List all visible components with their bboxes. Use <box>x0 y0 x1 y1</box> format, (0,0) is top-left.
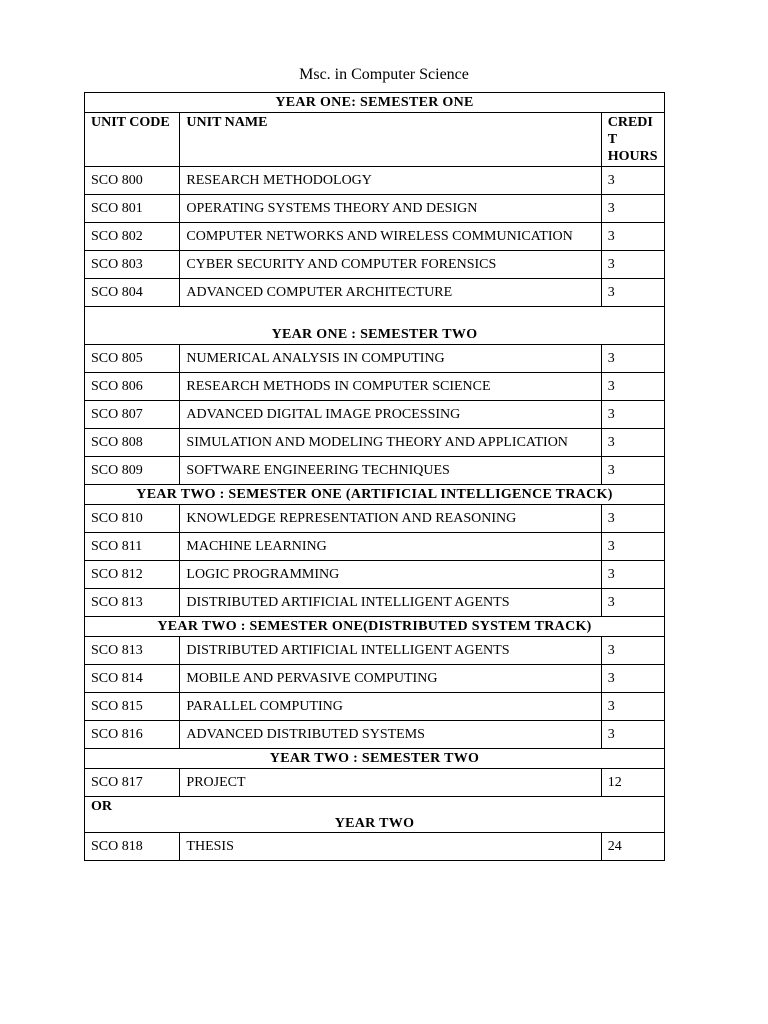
credit-hours-cell: 12 <box>601 769 664 797</box>
unit-code-cell: SCO 806 <box>85 373 180 401</box>
unit-code-cell: SCO 803 <box>85 251 180 279</box>
unit-code-cell: SCO 807 <box>85 401 180 429</box>
unit-name-cell: LOGIC PROGRAMMING <box>180 561 601 589</box>
unit-code-cell: SCO 815 <box>85 693 180 721</box>
unit-code-cell: SCO 801 <box>85 195 180 223</box>
credit-hours-cell: 24 <box>601 833 664 861</box>
credit-hours-cell: 3 <box>601 457 664 485</box>
credit-hours-cell: 3 <box>601 279 664 307</box>
unit-name-cell: SIMULATION AND MODELING THEORY AND APPLICATION <box>180 429 601 457</box>
credit-hours-cell: 3 <box>601 251 664 279</box>
course-row <box>85 223 665 251</box>
unit-code-cell: SCO 813 <box>85 589 180 617</box>
section-row <box>85 93 665 113</box>
unit-name-cell: OPERATING SYSTEMS THEORY AND DESIGN <box>180 195 601 223</box>
column-header-unit-code: UNIT CODE <box>85 113 180 167</box>
unit-code-cell: SCO 811 <box>85 533 180 561</box>
course-table <box>84 92 665 861</box>
unit-code-cell: SCO 812 <box>85 561 180 589</box>
course-row <box>85 373 665 401</box>
column-header-credit-hours: CREDIT HOURS <box>601 113 664 167</box>
alternative-row <box>85 797 665 833</box>
course-row <box>85 769 665 797</box>
section-heading: YEAR ONE: SEMESTER ONE <box>85 93 665 113</box>
column-header-unit-name: UNIT NAME <box>180 113 601 167</box>
unit-name-cell: THESIS <box>180 833 601 861</box>
unit-code-cell: SCO 802 <box>85 223 180 251</box>
credit-hours-cell: 3 <box>601 345 664 373</box>
section-heading: YEAR TWO : SEMESTER ONE(DISTRIBUTED SYSTEM TRACK) <box>85 617 665 637</box>
course-row <box>85 665 665 693</box>
credit-hours-cell: 3 <box>601 167 664 195</box>
course-row <box>85 693 665 721</box>
unit-name-cell: DISTRIBUTED ARTIFICIAL INTELLIGENT AGENTS <box>180 637 601 665</box>
credit-hours-cell: 3 <box>601 637 664 665</box>
credit-hours-cell: 3 <box>601 429 664 457</box>
unit-code-cell: SCO 816 <box>85 721 180 749</box>
unit-code-cell: SCO 818 <box>85 833 180 861</box>
section-heading: YEAR TWO : SEMESTER TWO <box>85 749 665 769</box>
unit-code-cell: SCO 809 <box>85 457 180 485</box>
unit-code-cell: SCO 817 <box>85 769 180 797</box>
course-row <box>85 167 665 195</box>
course-row <box>85 401 665 429</box>
credit-hours-cell: 3 <box>601 505 664 533</box>
unit-code-cell: SCO 813 <box>85 637 180 665</box>
course-row <box>85 345 665 373</box>
unit-name-cell: PARALLEL COMPUTING <box>180 693 601 721</box>
unit-code-cell: SCO 814 <box>85 665 180 693</box>
course-row <box>85 429 665 457</box>
unit-name-cell: NUMERICAL ANALYSIS IN COMPUTING <box>180 345 601 373</box>
course-row <box>85 505 665 533</box>
unit-name-cell: RESEARCH METHODS IN COMPUTER SCIENCE <box>180 373 601 401</box>
credit-hours-cell: 3 <box>601 665 664 693</box>
course-row <box>85 721 665 749</box>
credit-hours-cell: 3 <box>601 373 664 401</box>
section-heading: YEAR TWO : SEMESTER ONE (ARTIFICIAL INTELLIGENCE TRACK) <box>85 485 665 505</box>
unit-name-cell: MOBILE AND PERVASIVE COMPUTING <box>180 665 601 693</box>
unit-name-cell: SOFTWARE ENGINEERING TECHNIQUES <box>180 457 601 485</box>
credit-hours-cell: 3 <box>601 561 664 589</box>
credit-hours-cell: 3 <box>601 589 664 617</box>
course-row <box>85 833 665 861</box>
unit-name-cell: RESEARCH METHODOLOGY <box>180 167 601 195</box>
section-row <box>85 485 665 505</box>
course-row <box>85 637 665 665</box>
section-row <box>85 617 665 637</box>
header-row <box>85 113 665 167</box>
unit-code-cell: SCO 810 <box>85 505 180 533</box>
unit-name-cell: ADVANCED COMPUTER ARCHITECTURE <box>180 279 601 307</box>
section-heading: YEAR TWO <box>334 816 415 831</box>
credit-hours-cell: 3 <box>601 721 664 749</box>
unit-code-cell: SCO 805 <box>85 345 180 373</box>
course-row <box>85 561 665 589</box>
unit-name-cell: KNOWLEDGE REPRESENTATION AND REASONING <box>180 505 601 533</box>
course-row <box>85 457 665 485</box>
unit-code-cell: SCO 808 <box>85 429 180 457</box>
unit-name-cell: CYBER SECURITY AND COMPUTER FORENSICS <box>180 251 601 279</box>
unit-name-cell: ADVANCED DIGITAL IMAGE PROCESSING <box>180 401 601 429</box>
alternative-cell <box>85 797 665 833</box>
credit-hours-cell: 3 <box>601 401 664 429</box>
section-row <box>85 749 665 769</box>
course-row <box>85 589 665 617</box>
credit-hours-cell: 3 <box>601 223 664 251</box>
unit-name-cell: ADVANCED DISTRIBUTED SYSTEMS <box>180 721 601 749</box>
section-heading: YEAR ONE : SEMESTER TWO <box>85 307 665 345</box>
document-title: Msc. in Computer Science <box>299 66 469 83</box>
course-row <box>85 279 665 307</box>
unit-name-cell: PROJECT <box>180 769 601 797</box>
unit-name-cell: MACHINE LEARNING <box>180 533 601 561</box>
section-row <box>85 307 665 345</box>
course-row <box>85 533 665 561</box>
course-row <box>85 195 665 223</box>
unit-name-cell: COMPUTER NETWORKS AND WIRELESS COMMUNICATION <box>180 223 601 251</box>
credit-hours-cell: 3 <box>601 195 664 223</box>
course-row <box>85 251 665 279</box>
unit-code-cell: SCO 800 <box>85 167 180 195</box>
unit-name-cell: DISTRIBUTED ARTIFICIAL INTELLIGENT AGENTS <box>180 589 601 617</box>
unit-code-cell: SCO 804 <box>85 279 180 307</box>
or-label: OR <box>91 799 112 814</box>
credit-hours-cell: 3 <box>601 693 664 721</box>
credit-hours-cell: 3 <box>601 533 664 561</box>
course-table-body <box>85 93 665 861</box>
